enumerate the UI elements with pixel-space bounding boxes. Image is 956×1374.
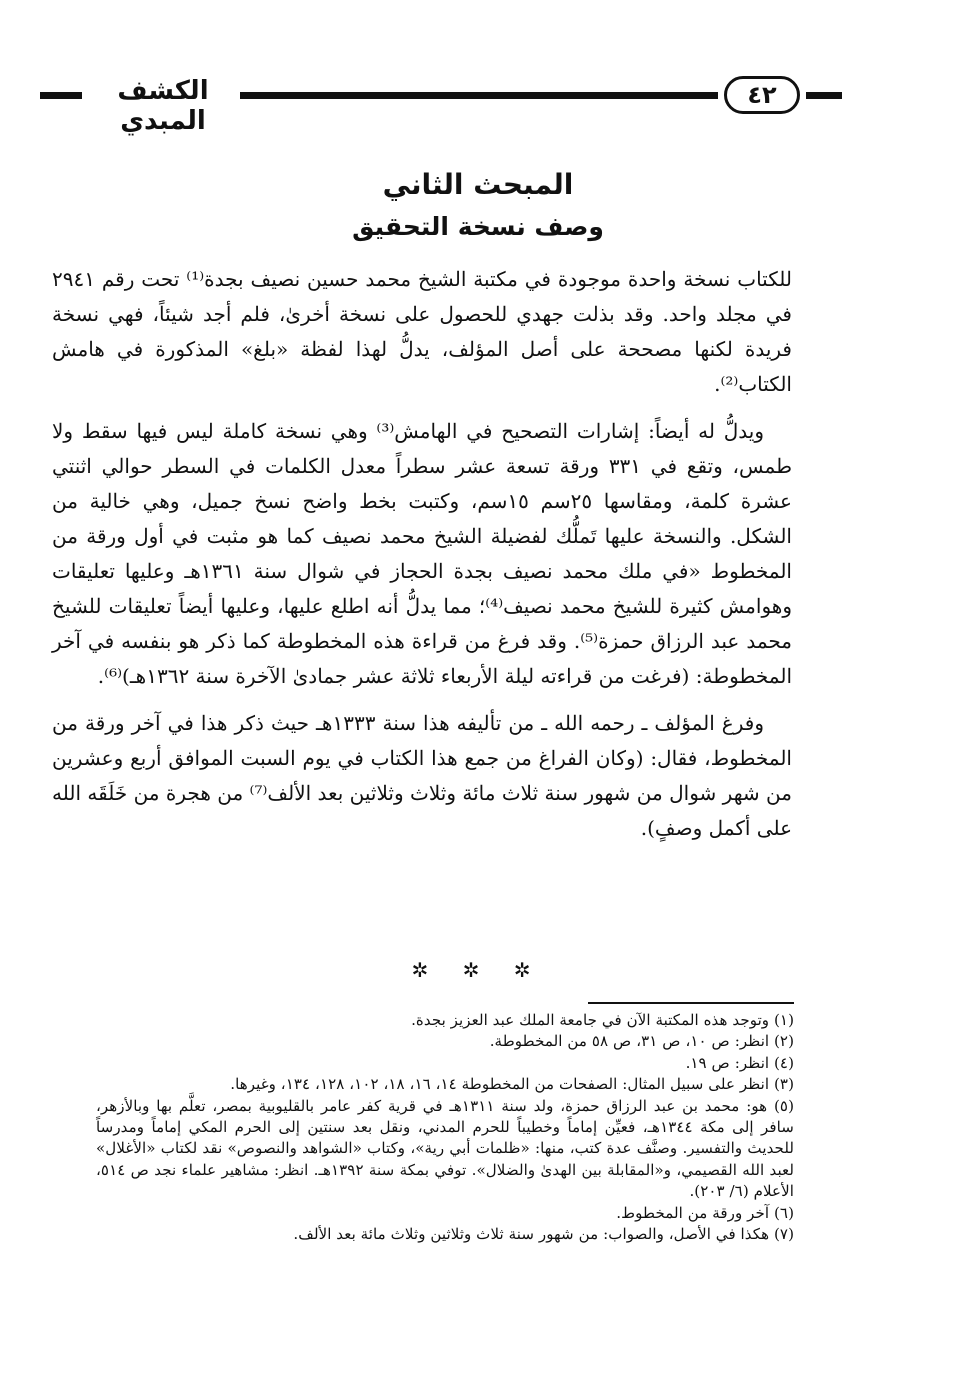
section-title: المبحث الثاني xyxy=(382,168,574,201)
footnotes xyxy=(96,1010,794,1245)
page-number: ٤٢ xyxy=(724,76,800,114)
section-separator: ✲ ✲ ✲ xyxy=(411,958,545,982)
footnote: (١) وتوجد هذه المكتبة الآن في جامعة الملك عبد العزيز بجدة. xyxy=(411,1011,794,1029)
footnote: (٦) آخر ورقة من المخطوط. xyxy=(616,1203,794,1222)
body-paragraph: للكتاب نسخة واحدة موجودة في مكتبة الشيخ محمد حسين نصيف بجدة⁽¹⁾ تحت رقم ٢٩٤١ في مجلد واحد. وقد بذلت جهدي للحصول على نسخة أخرىٰ، فلم أجد شيئاً، فهي نسخة فريدة لكنها مصححة على أصل المؤلف، يدلُّ لهذا لفظة «بلغ» المذكورة في هامش الكتاب⁽²⁾. xyxy=(52,267,792,396)
body-paragraph: ويدلُّ له أيضاً: إشارات التصحيح في الهامش⁽³⁾ وهي نسخة كاملة ليس فيها سقط ولا طمس، وتقع في ٣٣١ ورقة تسعة عشر سطراً معدل الكلمات في السطر حوالي اثنتي عشرة كلمة، ومقاسها ٢٥سم ١٥سم، وكتبت بخط واضح نسخ جميل، وهي خالية من الشكل. والنسخة عليها تَملُّك لفضيلة الشيخ محمد نصيف كما هو مثبت في أول ورقة من المخطوط «في ملك محمد نصيف بجدة الحجاز في شوال سنة ١٣٦١هـ وعليها تعليقات وهوامش كثيرة للشيخ محمد نصيف⁽⁴⁾؛ مما يدلُّ أنه اطلع عليها، وعليها أيضاً تعليقات للشيخ محمد عبد الرزاق حمزة⁽⁵⁾. وقد فرغ من قراءة هذه المخطوطة كما ذكر هو بنفسه في آخر المخطوطة: (فرغت من قراءته ليلة الأربعاء ثلاثة عشر جمادىٰ الآخرة سنة ١٣٦٢هـ)⁽⁶⁾. xyxy=(52,419,792,688)
running-header xyxy=(40,70,920,136)
footnote-divider xyxy=(588,1002,794,1004)
running-header-title: الكشف المبدي xyxy=(117,76,209,136)
footnote: (٢) انظر: ص ١٠، ص ٣١، ص ٥٨ من المخطوطة. xyxy=(489,1032,794,1051)
footnote: (٧) هكذا في الأصل، والصواب: من شهور سنة ثلاث وثلاثين وثلاث مائة بعد الألف. xyxy=(293,1225,794,1244)
body-text xyxy=(52,262,792,858)
header-rule-middle xyxy=(240,92,718,99)
section-subtitle: وصف نسخة التحقيق xyxy=(352,212,604,241)
body-paragraph: وفرغ المؤلف ـ رحمه الله ـ من تأليفه هذا سنة ١٣٣٣هـ حيث ذكر هذا في آخر ورقة من المخطوط، فقال: (وكان الفراغ من جمع هذا الكتاب في يوم السبت الموافق أربع وعشرين من شهر شوال من شهور سنة ثلاث مائة وثلاث وثلاثين بعد الألف⁽⁷⁾ من هجرة من خَلَقَه الله على أكمل وصفٍ). xyxy=(52,711,792,840)
header-rule-left xyxy=(40,92,82,99)
footnote: (٤) انظر: ص ١٩. xyxy=(685,1053,794,1072)
footnote: (٣) انظر على سبيل المثال: الصفحات من المخطوطة ١٤، ١٦، ١٨، ١٠٢، ١٢٨، ١٣٤، وغيرها. xyxy=(230,1075,794,1094)
footnote: (٥) هو: محمد بن عبد الرزاق حمزة، ولد سنة ١٣١١هـ في قرية كفر عامر بالقليوبية بمصر، تعلَّم بها وبالأزهر، سافر إلى مكة ١٣٤٤هـ، فعيِّن إماماً وخطيباً للحرم المدني، ونقل بعد سنتين إلى الحرم المكي إماماً ومدرساً للحديث والتفسير. وصنَّف عدة كتب، منها: «ظلمات أبي رية»، وكتاب «الشواهد والنصوص» نقد لكتاب «الأغلال» لعبد الله القصيمي، و«المقابلة بين الهدىٰ والضلال». توفي بمكة سنة ١٣٩٢هـ. انظر: مشاهير علماء نجد ص ٥١٤، الأعلام (٦/ ٢٠٣). xyxy=(96,1096,794,1201)
header-rule-right xyxy=(806,92,842,99)
